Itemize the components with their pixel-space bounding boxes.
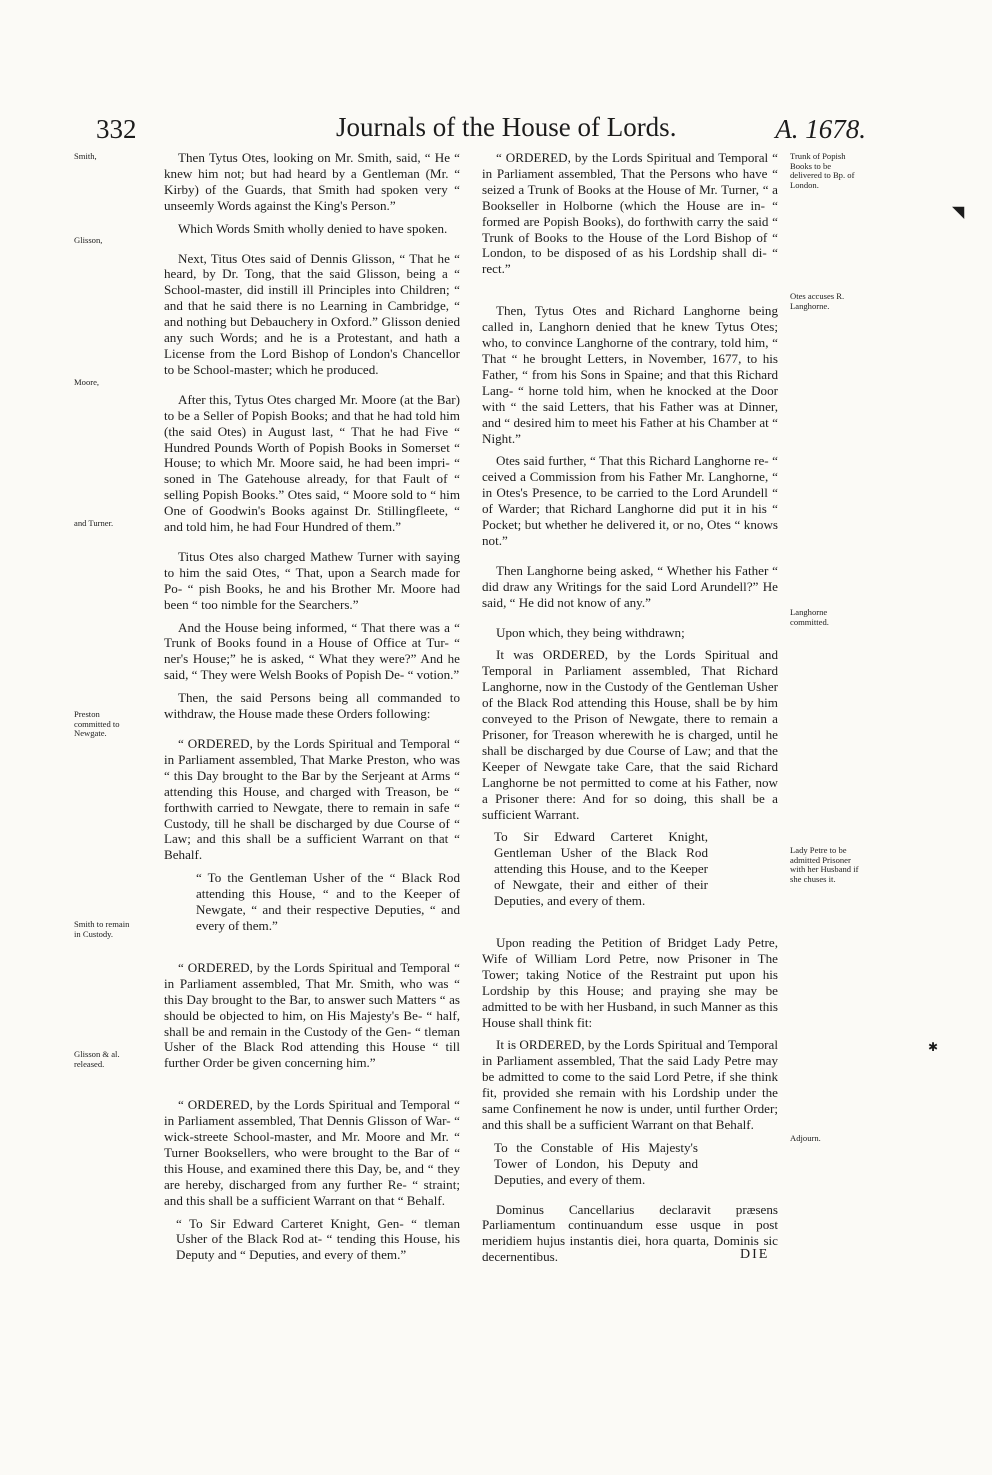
paragraph: “ ORDERED, by the Lords Spiritual and Temporal “ in Parliament assembled, That the Persons who have “ seized a Trunk of Books at the House of Mr. Turner, “ a Bookseller in Holborne (which the House are in- “ formed are Popish Books), do forthwith carry the said “ Trunk of Books to the House of the Lord Bishop of “ London, to be disposed of as his Lordship shall di- “ rect.”: [482, 150, 778, 277]
paragraph: Upon which, they being withdrawn;: [496, 624, 685, 640]
margin-note-langhorne: Langhorne committed.: [790, 607, 829, 627]
right-column: [482, 150, 778, 1272]
margin-note-trunk: Trunk of Popish Books to be delivered to Bp. of London.: [790, 151, 855, 190]
paragraph: “ ORDERED, by the Lords Spiritual and Temporal “ in Parliament assembled, That Mr. Smith, who was “ this Day brought to the Bar, to answer such Matters “ as should be objected to him, on His Majesty's Be- “ half, shall be and remain in the Custody of the Gen- “ tleman Usher of the Black Rod attending this House “ till further Order be given concerning him.”: [164, 959, 460, 1071]
left-column: [164, 150, 460, 1270]
paragraph: Dominus Cancellarius declaravit præsens Parliamentum continuandum esse usque in post meridiem hujus instantis diei, hora quarta, Dominis sic decernentibus.: [482, 1201, 778, 1265]
address-block: To the Constable of His Majesty's Tower of London, his Deputy and Deputies, and every of them.: [494, 1139, 698, 1187]
paragraph: Which Words Smith wholly denied to have spoken.: [178, 220, 448, 236]
margin-note-moore: Moore,: [74, 377, 100, 387]
paragraph: Then, Tytus Otes and Richard Langhorne being called in, Langhorn denied that he knew Tytus Otes; who, to convince Langhorne of the contrary, told him, “ That “ he brought Letters, in November, 1677, to his Father, “ from his Sons in Spaine; and that this Richard Lang- “ horne told him, when he knocked at the Door with “ the said Letters, that his Father was at Dinner, and “ desired him to meet his Father at his Chamber at “ Night.”: [482, 303, 778, 446]
paragraph: Otes said further, “ That this Richard Langhorne re- “ ceived a Commission from his Father Mr. Langhorne, “ in Otes's Presence, to be carried to the Lord Arundell “ of Warder; that Richard Langhorne did put it in his “ Pocket; but whether he delivered it, or no, Otes “ knows not.”: [482, 453, 778, 548]
margin-note-smith-custody: Smith to remain in Custody.: [74, 919, 130, 939]
page-number: 332: [96, 114, 137, 144]
year-label: A. 1678.: [775, 114, 866, 144]
catchword: DIE: [740, 1247, 770, 1262]
margin-note-turner: and Turner.: [74, 518, 114, 528]
paragraph: Then Langhorne being asked, “ Whether his Father “ did draw any Writings for the said Lord Arundell?” He said, “ He did not know of any.”: [482, 562, 778, 610]
paragraph: After this, Tytus Otes charged Mr. Moore (at the Bar) to be a Seller of Popish Books; and that he had told him (the said Otes) in August last, “ That he had Five “ Hundred Pounds Worth of Popish Books in Somerset “ House; to which Mr. Moore said, he had been impri- “ soned in The Gatehouse already, for that Fault of “ selling Popish Books.” Otes said, “ Moore sold to “ him One of Goodwin's Books against Dr. Stillingfleete, “ and told him, he had Four Hundred of them.”: [164, 391, 460, 535]
paragraph: It is ORDERED, by the Lords Spiritual and Temporal in Parliament assembled, That the said Lady Petre may be admitted to come to the said Lord Petre, if she think fit, provided she remain with his Lordship under the same Confinement he now is under, until further Order; and this shall be a sufficient Warrant on that Behalf.: [482, 1037, 778, 1132]
paragraph: Then, the said Persons being all commanded to withdraw, the House made these Orders following:: [164, 690, 460, 722]
margin-note-smith: Smith,: [74, 151, 97, 161]
margin-note-lady-petre: Lady Petre to be admitted Prisoner with her Husband if she chuses it.: [790, 845, 859, 884]
paragraph: Next, Titus Otes said of Dennis Glisson, “ That he “ heard, by Dr. Tong, that the said Glisson, being a “ School-master, did instill ill Principles into Children; “ and that he said there is no Learning in Cambridge, “ and nothing but Debauchery in Oxford.” Glisson denied any such Words; and he is a Protestant, and hath a License from the Lord Bishop of London's Chancellor to be School-master; which he produced.: [164, 250, 460, 377]
ink-mark-icon: ✱: [928, 1040, 939, 1054]
paragraph: Then Tytus Otes, looking on Mr. Smith, said, “ He “ knew him not; but had heard by a Gentleman (Mr. “ Kirby) of the Guards, that Smith had spoken very “ unseemly Words against the King's Person.”: [164, 150, 460, 213]
address-block: “ To Sir Edward Carteret Knight, Gen- “ tleman Usher of the Black Rod at- “ tending this House, his Deputy and “ Deputies, and every of them.”: [176, 1215, 460, 1263]
running-title: Journals of the House of Lords.: [336, 112, 677, 142]
margin-note-preston: Preston committed to Newgate.: [74, 709, 120, 739]
paragraph: It was ORDERED, by the Lords Spiritual and Temporal in Parliament assembled, That Richard Langhorne, now in the Custody of the Gentleman Usher of the Black Rod attending this House, shall be by him conveyed to the Prison of Newgate, there to remain a Prisoner, for Treason wherewith he is charged, until he shall be discharged by due Course of Law; and that the Keeper of Newgate take Care, that the said Richard Langhorne be not permitted to come at his Father, now a Prisoner there: And for so doing, this shall be a sufficient Warrant.: [482, 647, 778, 822]
paragraph: Upon reading the Petition of Bridget Lady Petre, Wife of William Lord Petre, now Prisoner in The Tower; taking Notice of the Restraint put upon his Lordship by this House; and praying she may be admitted to be with her Husband, in such Manner as this House shall think fit:: [482, 934, 778, 1030]
ink-mark-icon: ◥: [952, 204, 965, 221]
margin-note-adjourn: Adjourn.: [790, 1133, 821, 1143]
margin-note-glisson: Glisson,: [74, 235, 103, 245]
address-block: “ To the Gentleman Usher of the “ Black Rod attending this House, “ and to the Keeper of Newgate, “ and their respective Deputies, “ and every of them.”: [196, 870, 460, 933]
paragraph: Titus Otes also charged Mathew Turner with saying to him the said Otes, “ That, upon a Search made for Po- “ pish Books, he and his Brother Mr. Moore had been “ too nimble for the Searchers.”: [164, 548, 460, 612]
paragraph: And the House being informed, “ That there was a “ Trunk of Books found in a House of Office at Tur- “ ner's House;” he is asked, “ What they were?” And he said, “ They were Welsh Books of Popish De- “ votion.”: [164, 619, 460, 683]
running-header: [96, 112, 866, 148]
margin-note-otes: Otes accuses R. Langhorne.: [790, 291, 845, 311]
paragraph: “ ORDERED, by the Lords Spiritual and Temporal “ in Parliament assembled, That Marke Preston, who was “ this Day brought to the Bar by the Serjeant at Arms “ attending this House, and charged with Treason, be “ forthwith carried to Newgate, there to remain in safe “ Custody, till he shall be discharged by due Course of “ Law; and this shall be a sufficient Warrant on that “ Behalf.: [164, 736, 460, 863]
margin-note-glisson-released: Glisson & al. released.: [74, 1049, 120, 1069]
paragraph: “ ORDERED, by the Lords Spiritual and Temporal “ in Parliament assembled, That Dennis Glisson of War- “ wick-streete School-master, and Mr. Moore and Mr. “ Turner Booksellers, who were brought to the Bar of “ this House, and examined there this Day, be, and “ they are hereby, discharged from any further Re- “ straint; and this shall be a sufficient Warrant on that “ Behalf.: [164, 1097, 460, 1208]
address-block: To Sir Edward Carteret Knight, Gentleman Usher of the Black Rod attending this House, and to the Keeper of Newgate, their and either of their Deputies, and every of them.: [494, 829, 708, 909]
